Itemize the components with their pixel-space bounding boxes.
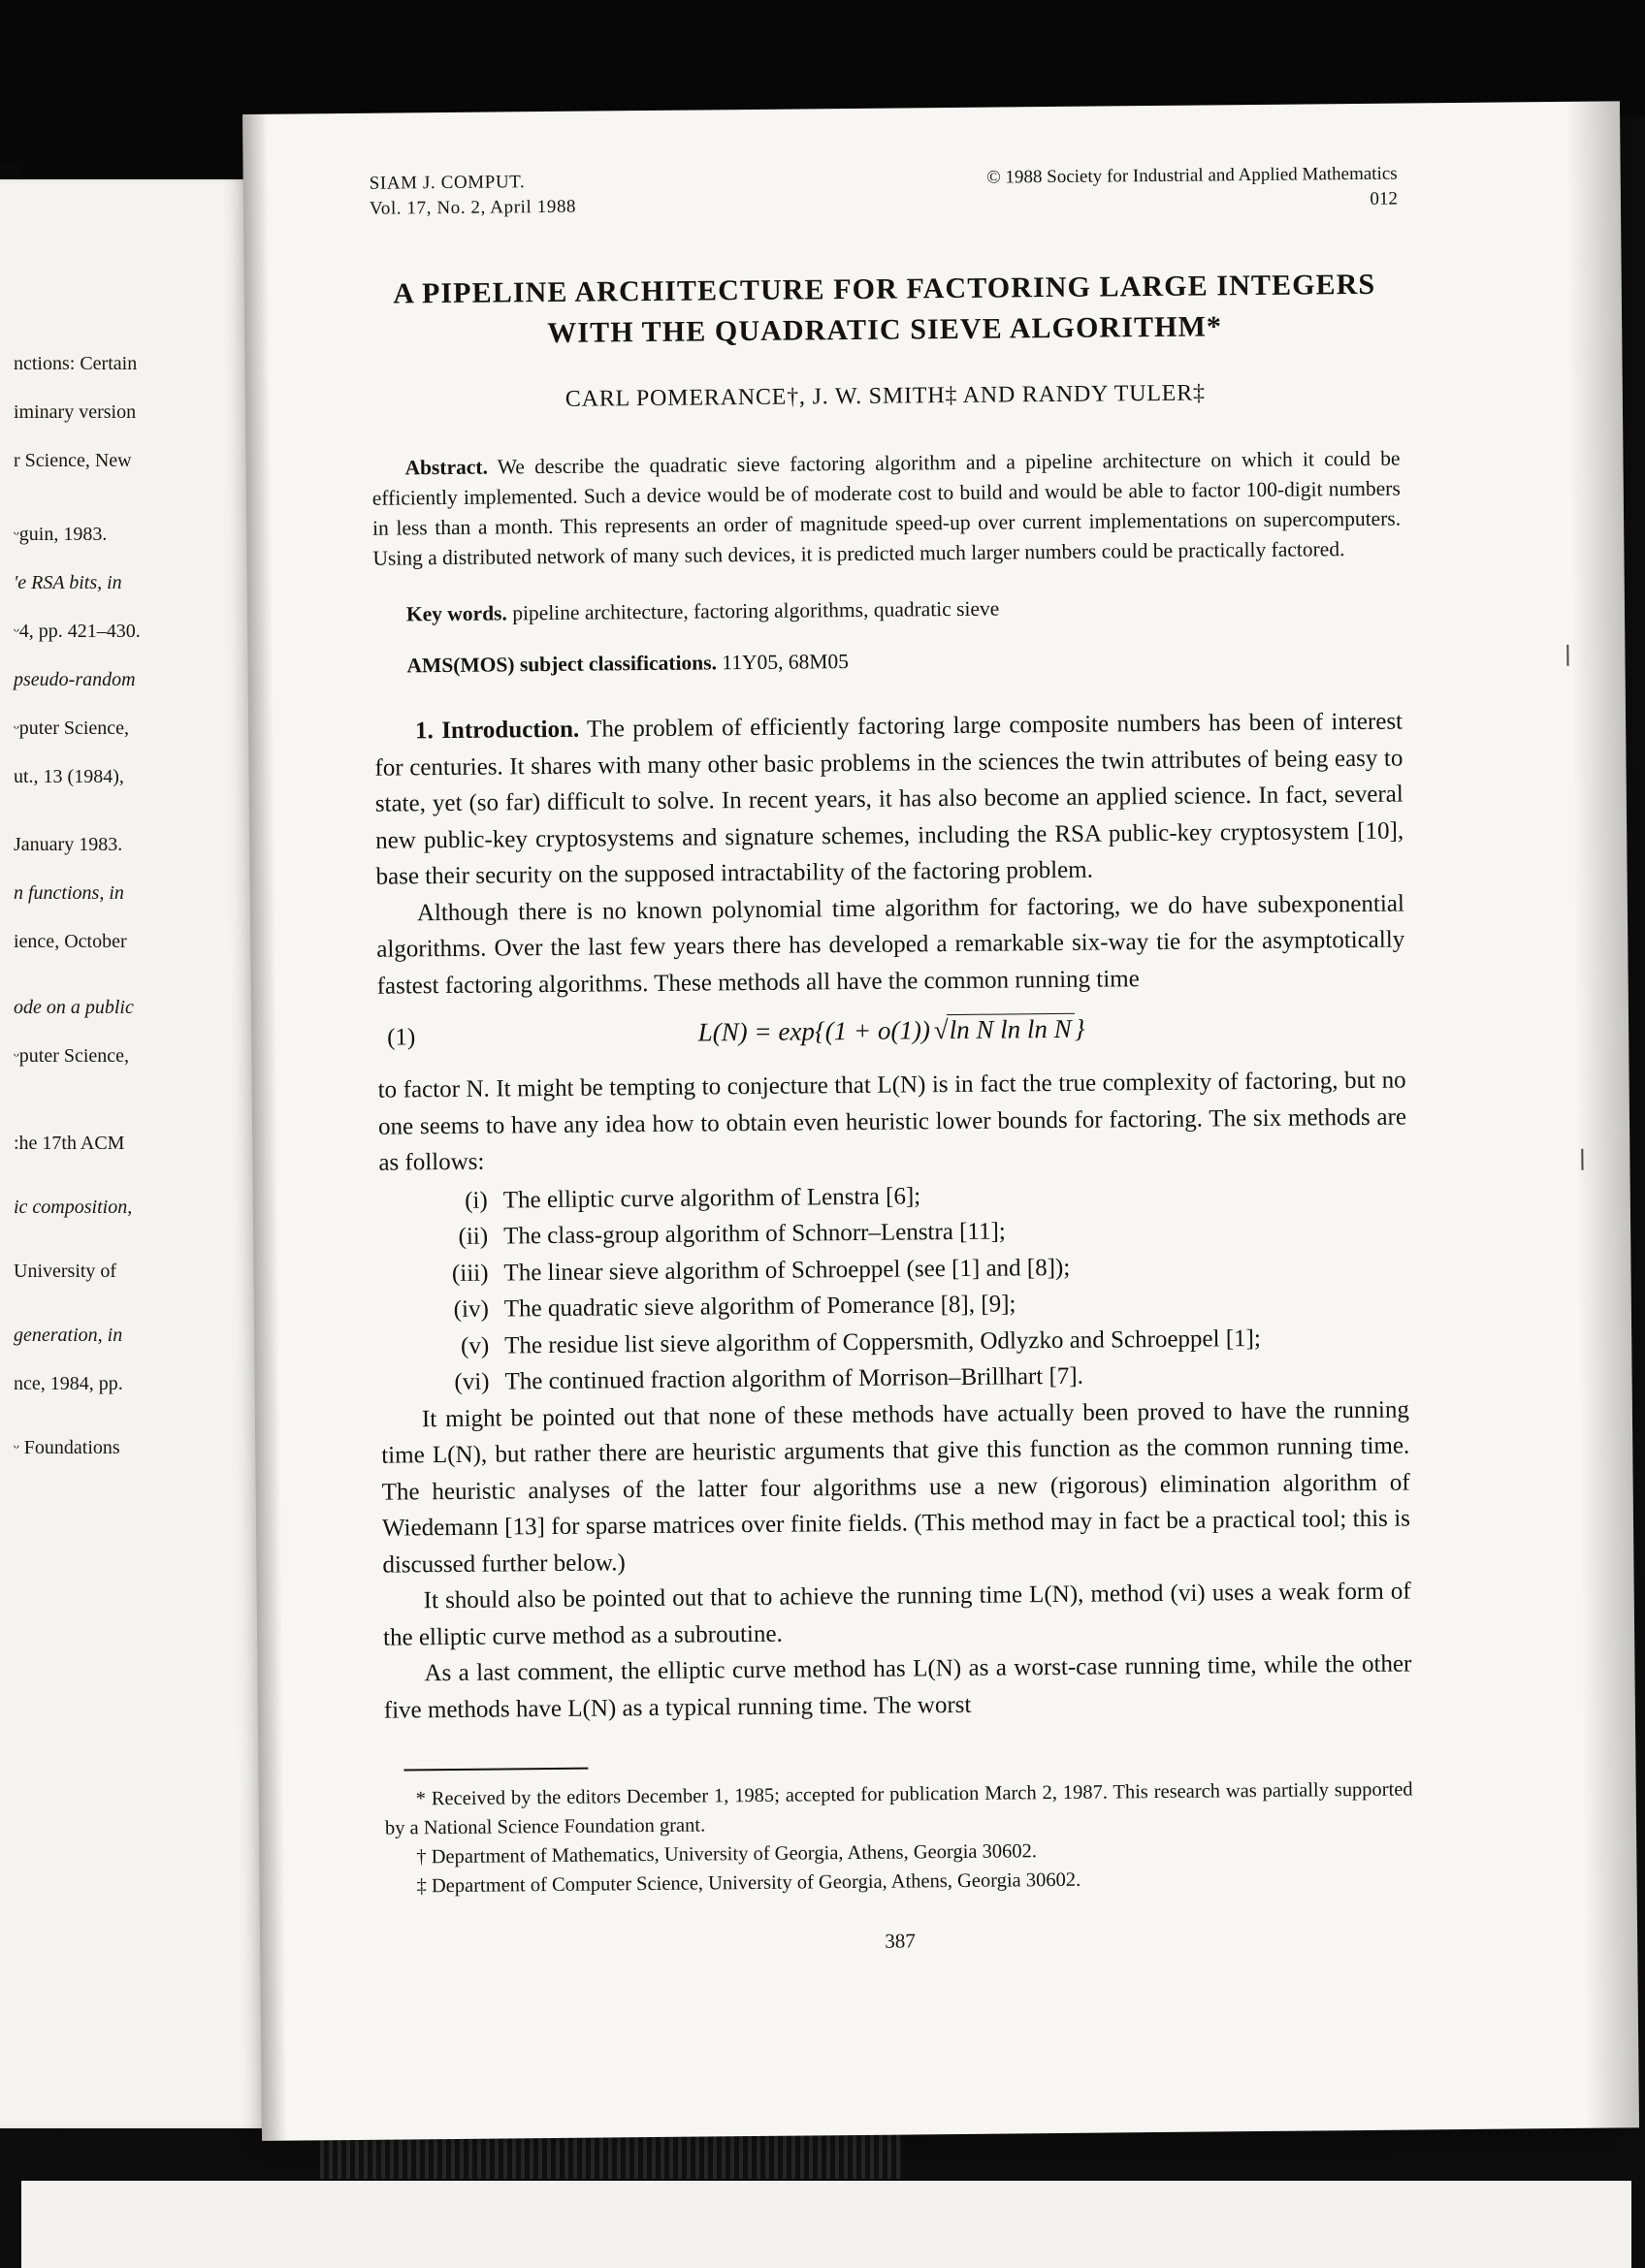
- paragraph-4: It might be pointed out that none of these methods have actually been proved to have the running time L(N), but rather there are heuristic arguments that give this function as the common running time. The heuristic analyses of the latter four algorithms use a new (rigorous) elimination algorithm of Wiedemann [13] for sparse matrices over finite fields. (This method may in fact be a practical tool; this is discussed further below.): [381, 1396, 1411, 1579]
- journal-volume: Vol. 17, No. 2, April 1988: [369, 196, 577, 219]
- equation-1: [377, 1006, 1405, 1063]
- list-item: [14, 1295, 256, 1311]
- list-item-number: (iii): [451, 1260, 489, 1287]
- list-item: 'e RSA bits, in: [14, 572, 122, 593]
- list-item: ᵕputer Science,: [14, 1045, 130, 1067]
- paragraph-6: As a last comment, the elliptic curve method has L(N) as a worst-case running time, while the other five methods have L(N) as a typical running time. The worst: [383, 1650, 1412, 1724]
- list-item: [14, 801, 256, 820]
- footnote-affiliation-cs: ‡ Department of Computer Science, University of Georgia, Athens, Georgia 30602.: [416, 1869, 1081, 1897]
- list-item: nce, 1984, pp.: [14, 1373, 123, 1394]
- radical-sign: √: [933, 1015, 949, 1045]
- list-item: :he 17th ACM: [14, 1133, 125, 1154]
- list-item: [14, 1231, 256, 1247]
- list-item: ᵕ4, pp. 421–430.: [14, 621, 141, 642]
- paragraph-2: Although there is no known polynomial time algorithm for factoring, we do have subexponential algorithms. Over the last few years there has developed a remarkable six-way tie for the asymptotically fastest factoring algorithms. These methods all have the common running time: [376, 890, 1405, 1000]
- list-item: pseudo-random: [14, 669, 136, 690]
- radical: [930, 1011, 1075, 1049]
- list-item: r Science, New: [14, 450, 132, 471]
- page-title: [371, 265, 1400, 356]
- radicand: ln N ln ln N: [947, 1013, 1075, 1044]
- title-line-2: WITH THE QUADRATIC SIEVE ALGORITHM*: [547, 310, 1223, 349]
- margin-tick-lower: [1581, 1149, 1583, 1170]
- paragraph-5: It should also be pointed out that to achieve the running time L(N), method (vi) uses a weak form of the elliptic curve method as a subroutine.: [382, 1578, 1411, 1651]
- keywords-label: Key words.: [405, 601, 507, 626]
- ams-text: 11Y05, 68M05: [716, 650, 850, 675]
- list-item-label: The elliptic curve algorithm of Lenstra [6];: [502, 1182, 921, 1213]
- list-item: [14, 1167, 256, 1183]
- list-item: [14, 1408, 256, 1423]
- margin-tick-upper: [1566, 645, 1568, 666]
- journal-copyright-block: [986, 162, 1398, 216]
- abstract-text: We describe the quadratic sieve factoring algorithm and a pipeline architecture on which it could be efficiently implemented. Such a device would be of moderate cost to build and would be able to factor 100-digit numbers in less than a month. This represents an order of magnitude speed-up over current implementations on supercomputers. Using a distributed network of many such devices, it is predicted much larger numbers could be practically factored.: [371, 446, 1402, 570]
- list-item-number: (vi): [454, 1368, 490, 1395]
- list-item-number: (i): [465, 1187, 488, 1214]
- journal-name: SIAM J. COMPUT.: [369, 172, 526, 194]
- equation-close: }: [1074, 1013, 1085, 1043]
- list-item-number: (v): [460, 1332, 490, 1359]
- title-line-1: A PIPELINE ARCHITECTURE FOR FACTORING LARGE INTEGERS: [393, 268, 1376, 310]
- list-item: nctions: Certain: [14, 353, 138, 374]
- footnotes: [385, 1774, 1414, 1901]
- list-item: ut., 13 (1984),: [14, 766, 124, 787]
- list-item: ᵕ Foundations: [14, 1437, 120, 1458]
- article-content: [370, 162, 1415, 1959]
- list-item-number: (ii): [458, 1223, 489, 1250]
- footnote-affiliation-math: † Department of Mathematics, University of Georgia, Athens, Georgia 30602.: [416, 1839, 1038, 1868]
- ams-label: AMS(MOS) subject classifications.: [406, 651, 718, 678]
- equation-lhs: L(N) = exp: [697, 1016, 816, 1047]
- list-item: January 1983.: [14, 834, 123, 855]
- footnote-divider: [403, 1768, 588, 1771]
- list-item: [14, 485, 256, 510]
- copyright-line: © 1988 Society for Industrial and Applied Mathematics: [986, 163, 1398, 188]
- paragraph-3: to factor N. It might be tempting to conjecture that L(N) is in fact the true complexity of factoring, but no one seems to have any idea how to obtain even heuristic lower bounds for factoring. The six methods are as follows:: [377, 1067, 1407, 1176]
- footnote-received: * Received by the editors December 1, 1985; accepted for publication March 2, 1987. This research was partially supported by a National Science Foundation grant.: [384, 1778, 1413, 1839]
- list-item: generation, in: [14, 1325, 123, 1346]
- intro-paragraph: [374, 704, 1404, 896]
- list-item: n functions, in: [14, 882, 124, 904]
- list-item-number: (iv): [453, 1295, 489, 1323]
- adjacent-page-reference-fragments: [14, 339, 256, 1472]
- equation-expression: [377, 1006, 1405, 1055]
- abstract-label: Abstract.: [404, 455, 489, 480]
- equation-body: {(1 + o(1)): [814, 1015, 930, 1046]
- list-item-label: The continued fraction algorithm of Morrison–Brillhart [7].: [504, 1362, 1084, 1395]
- abstract-paragraph: [371, 444, 1401, 574]
- list-item: [14, 966, 256, 983]
- list-item: ᵕputer Science,: [14, 718, 130, 739]
- intro-text: The problem of efficiently factoring large composite numbers has been of interest for centuries. It shares with many other basic problems in the sciences the twin attributes of being easy to state, yet (so far) difficult to solve. In recent years, it has also become an applied science. In fact, several new public-key cryptosystems and signature schemes, including the RSA public-key cryptosystem [10], base their security on the supposed intractability of the factoring problem.: [374, 708, 1404, 890]
- list-item-label: The residue list sieve algorithm of Coppersmith, Odlyzko and Schroeppel [1];: [504, 1325, 1261, 1358]
- list-item-label: The class-group algorithm of Schnorr–Lenstra [11];: [502, 1218, 1006, 1250]
- page-number: 387: [885, 1929, 916, 1953]
- list-item: iminary version: [14, 401, 137, 423]
- list-item-label: The quadratic sieve algorithm of Pomerance [8], [9];: [503, 1291, 1016, 1323]
- list-item: [14, 1080, 256, 1119]
- article-page: [242, 101, 1639, 2141]
- section-heading: 1. Introduction.: [414, 716, 580, 745]
- page-header: [370, 162, 1399, 230]
- journal-identifier: [370, 170, 577, 222]
- list-item: ic composition,: [14, 1197, 133, 1218]
- scan-strip-bottom: [21, 2181, 1631, 2268]
- list-item: ᵕguin, 1983.: [14, 524, 108, 545]
- article-body: [374, 704, 1412, 1729]
- keywords-text: pipeline architecture, factoring algorithms, quadratic sieve: [506, 596, 1000, 625]
- list-item: ience, October: [14, 931, 127, 952]
- ams-classification-line: [406, 645, 1402, 679]
- keywords-line: [406, 593, 1402, 627]
- methods-list: [379, 1173, 1409, 1401]
- list-item-label: The linear sieve algorithm of Schroeppel (see [1] and [8]);: [503, 1254, 1071, 1286]
- adjacent-page-left: [0, 179, 270, 2128]
- list-item: ode on a public: [14, 997, 134, 1018]
- equation-number: (1): [387, 1024, 416, 1051]
- article-number: 012: [1370, 188, 1398, 209]
- author-list: CARL POMERANCE†, J. W. SMITH‡ AND RANDY TULER‡: [564, 380, 1206, 412]
- list-item: University of: [14, 1261, 117, 1282]
